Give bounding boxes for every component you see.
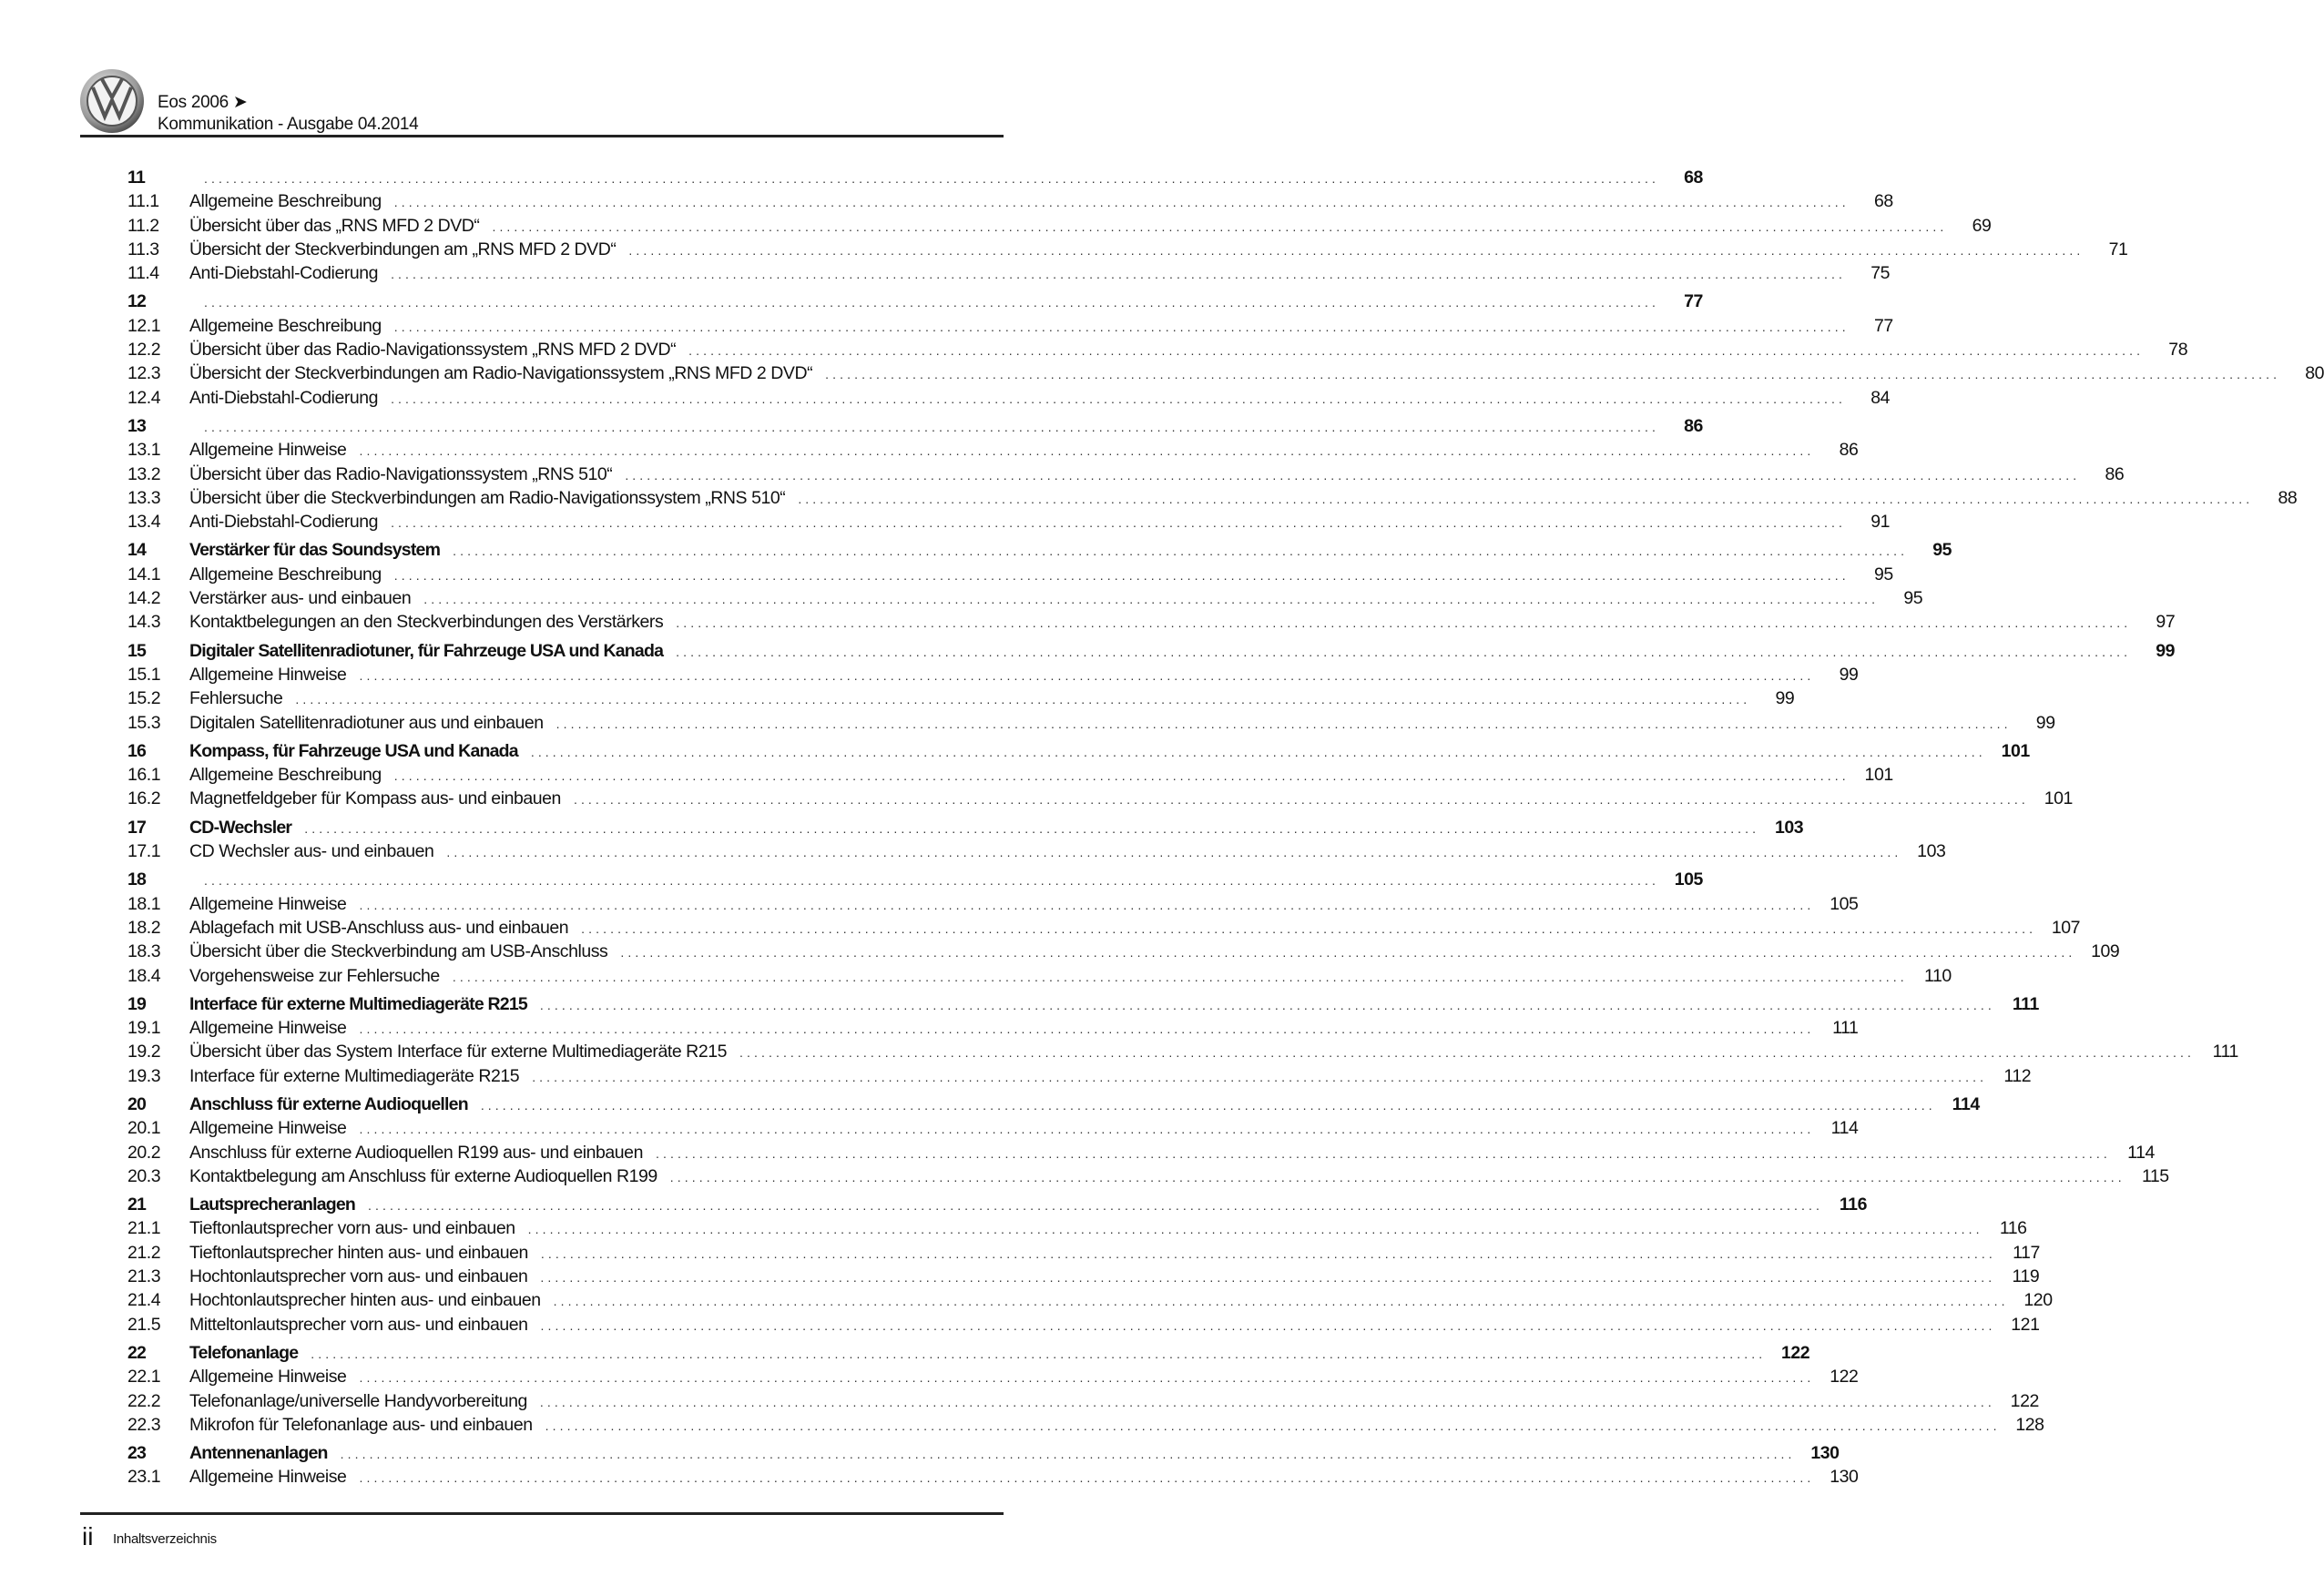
toc-chapter-row[interactable] [127,166,1703,189]
toc-page: 95 [1903,588,1923,609]
toc-chapter-row[interactable] [127,992,2039,1016]
toc-page: 122 [1830,1367,1859,1388]
leader-dots: ........................................................................................................................................................................................................ [539,1394,1995,1409]
toc-page: 88 [2278,487,2298,508]
leader-dots: ........................................................................................................................................................................................................ [446,845,1902,860]
leader-dots: ........................................................................................................................................................................................................ [676,615,2132,631]
toc-number: 13 [127,415,147,436]
toc-page: 68 [1873,191,1893,212]
toc-page: 107 [2051,917,2081,938]
toc-page: 115 [2141,1165,2169,1186]
toc-title: Antennenanlagen [189,1443,328,1464]
toc-entry-row[interactable] [127,787,2073,810]
leader-dots: ........................................................................................................................................................................................................ [453,544,1909,559]
leader-dots: ........................................................................................................................................................................................................ [304,820,1760,836]
toc-entry-row[interactable] [127,1241,2040,1265]
toc-entry-row[interactable] [127,238,2128,261]
toc-page: 95 [1932,540,1952,561]
toc-title: Übersicht der Steckverbindungen am „RNS MFD 2 DVD“ [189,239,617,259]
toc-page: 80 [2305,363,2324,384]
leader-dots: ........................................................................................................................................................................................................ [825,367,2281,382]
leader-dots: ........................................................................................................................................................................................................ [492,219,1948,234]
toc-page: 114 [1952,1093,1980,1114]
toc-entry-row[interactable] [127,386,1890,410]
toc-page: 110 [1924,965,1952,986]
toc-entry-row[interactable] [127,916,2081,940]
leader-dots: ........................................................................................................................................................................................................ [204,295,1659,310]
toc-number: 23 [127,1443,147,1464]
vw-logo [78,67,146,135]
toc-number: 12 [127,291,147,312]
toc-entry-row[interactable] [127,1064,2032,1088]
toc-entry-row[interactable] [127,338,2188,361]
toc-title: Allgemeine Hinweise [189,440,347,461]
leader-dots: ........................................................................................................................................................................................................ [393,567,1850,583]
toc-page: 117 [2013,1242,2040,1263]
toc-number: 12.2 [127,340,161,361]
toc-title: Telefonanlage [189,1342,299,1363]
toc-page: 111 [2212,1042,2238,1062]
toc-page: 109 [2091,941,2120,962]
leader-dots: ........................................................................................................................................................................................................ [539,997,1995,1012]
toc-entry-row[interactable] [127,261,1890,285]
toc-number: 21 [127,1194,147,1215]
toc-entry-row[interactable] [127,214,1992,238]
toc-entry-row[interactable] [127,686,1795,710]
toc-number: 21.3 [127,1266,161,1287]
toc-entry-row[interactable] [127,1288,2053,1312]
leader-dots: ........................................................................................................................................................................................................ [393,319,1850,334]
footer-page-number: ii [82,1522,94,1550]
toc-number: 21.2 [127,1242,161,1263]
leader-dots: ........................................................................................................................................................................................................ [359,667,1815,683]
toc-page: 116 [1839,1194,1867,1215]
toc-number: 17.1 [127,841,161,862]
toc-title: Allgemeine Hinweise [189,664,347,685]
leader-dots: ........................................................................................................................................................................................................ [480,1097,1936,1113]
leader-dots: ........................................................................................................................................................................................................ [359,897,1815,912]
toc-entry-row[interactable] [127,586,1923,610]
toc-title: Übersicht über die Steckverbindung am USB-Anschluss [189,941,608,962]
toc-page: 122 [1781,1342,1810,1363]
toc-page: 111 [1832,1018,1859,1039]
header-model: Eos 2006 ➤ [158,93,248,112]
toc-title: CD-Wechsler [189,817,292,838]
toc-title: Tieftonlautsprecher vorn aus- und einbauen [189,1218,515,1239]
toc-number: 18 [127,869,147,890]
toc-number: 15.1 [127,664,161,685]
toc-chapter-row[interactable] [127,639,2176,663]
toc-title: Ablagefach mit USB-Anschluss aus- und einbauen [189,917,569,938]
toc-entry-row[interactable] [127,361,2324,385]
leader-dots: ........................................................................................................................................................................................................ [798,491,2254,506]
toc-entry-row[interactable] [127,486,2298,510]
toc-number: 11.2 [127,215,159,236]
toc-page: 91 [1870,512,1890,533]
toc-page: 112 [2003,1065,2032,1086]
toc-number: 11 [127,168,146,188]
toc-page: 128 [2015,1414,2044,1435]
toc-title: Allgemeine Hinweise [189,1467,347,1488]
toc-page: 77 [1873,315,1893,336]
toc-entry-row[interactable] [127,463,2125,486]
toc-entry-row[interactable] [127,1040,2238,1063]
toc-entry-row[interactable] [127,314,1893,338]
toc-page: 99 [1775,688,1795,709]
toc-entry-row[interactable] [127,940,2120,963]
toc-chapter-row[interactable] [127,816,1804,839]
toc-entry-row[interactable] [127,1141,2155,1164]
leader-dots: ........................................................................................................................................................................................................ [530,744,1986,759]
leader-dots: ........................................................................................................................................................................................................ [628,242,2084,258]
toc-page: 105 [1674,869,1703,890]
toc-number: 21.1 [127,1218,161,1239]
toc-entry-row[interactable] [127,1016,1859,1040]
toc-number: 23.1 [127,1467,161,1488]
toc-chapter-row[interactable] [127,1341,1810,1365]
toc-entry-row[interactable] [127,189,1893,213]
toc-number: 11.4 [127,263,159,284]
toc-title: Verstärker für das Soundsystem [189,540,441,561]
toc-title: Hochtonlautsprecher hinten aus- und einbauen [189,1290,541,1311]
toc-title: Übersicht über das Radio-Navigationssystem „RNS 510“ [189,463,613,484]
toc-number: 18.3 [127,941,161,962]
leader-dots: ........................................................................................................................................................................................................ [620,945,2076,961]
toc-title: Fehlersuche [189,688,283,709]
leader-dots: ........................................................................................................................................................................................................ [556,716,2012,731]
toc-title: Tieftonlautsprecher hinten aus- und einbauen [189,1242,528,1263]
toc-entry-row[interactable] [127,892,1859,916]
toc-number: 22.2 [127,1390,161,1411]
toc-number: 20.3 [127,1165,161,1186]
leader-dots: ........................................................................................................................................................................................................ [540,1245,1996,1261]
toc-number: 14.3 [127,612,161,633]
toc-number: 21.5 [127,1314,161,1335]
toc-entry-row[interactable] [127,1389,2039,1413]
toc-title: Mikrofon für Telefonanlage aus- und einbauen [189,1414,533,1435]
toc-number: 18.4 [127,965,161,986]
toc-entry-row[interactable] [127,663,1859,686]
leader-dots: ........................................................................................................................................................................................................ [581,920,2037,936]
toc-page: 86 [1684,415,1703,436]
toc-title: Anti-Diebstahl-Codierung [189,387,379,408]
toc-title: Allgemeine Beschreibung [189,191,382,212]
toc-page: 130 [1830,1467,1859,1488]
toc-title: Telefonanlage/universelle Handyvorbereitung [189,1390,527,1411]
toc-page: 97 [2156,612,2176,633]
leader-dots: ........................................................................................................................................................................................................ [655,1145,2111,1161]
toc-title: Verstärker aus- und einbauen [189,588,412,609]
leader-dots: ........................................................................................................................................................................................................ [368,1198,1823,1214]
leader-dots: ........................................................................................................................................................................................................ [452,969,1908,984]
toc-chapter-row[interactable] [127,414,1703,438]
toc-number: 13.4 [127,512,161,533]
toc-page: 69 [1972,215,1992,236]
toc-number: 16 [127,740,147,761]
toc-page: 95 [1873,564,1893,585]
leader-dots: ........................................................................................................................................................................................................ [540,1270,1996,1286]
toc-number: 20.2 [127,1142,161,1163]
toc-entry-row[interactable] [127,438,1859,462]
toc-page: 120 [2023,1290,2053,1311]
toc-page: 111 [2012,993,2039,1014]
leader-dots: ........................................................................................................................................................................................................ [532,1069,1988,1084]
toc-title: Allgemeine Hinweise [189,893,347,914]
toc-title: Übersicht über das „RNS MFD 2 DVD“ [189,215,480,236]
leader-dots: ........................................................................................................................................................................................................ [739,1045,2195,1061]
leader-dots: ........................................................................................................................................................................................................ [295,692,1751,707]
toc-number: 16.2 [127,788,161,809]
toc-title: Allgemeine Beschreibung [189,564,382,585]
toc-number: 12.1 [127,315,161,336]
toc-number: 21.4 [127,1290,161,1311]
toc-page: 121 [2011,1314,2040,1335]
toc-page: 101 [1864,765,1893,786]
leader-dots: ........................................................................................................................................................................................................ [359,1470,1815,1486]
toc-page: 103 [1774,817,1804,838]
toc-number: 17 [127,817,147,838]
toc-number: 18.1 [127,893,161,914]
leader-dots: ........................................................................................................................................................................................................ [311,1346,1767,1361]
toc-entry-row[interactable] [127,964,1952,988]
toc-title: Allgemeine Hinweise [189,1118,347,1139]
toc-page: 77 [1684,291,1703,312]
toc-number: 14 [127,540,147,561]
leader-dots: ........................................................................................................................................................................................................ [393,195,1850,210]
toc-entry-row[interactable] [127,1365,1859,1388]
leader-dots: ........................................................................................................................................................................................................ [540,1317,1996,1333]
toc-chapter-row[interactable] [127,538,1952,562]
leader-dots: ........................................................................................................................................................................................................ [359,443,1815,459]
toc-page: 116 [1999,1218,2027,1239]
toc-title: Interface für externe Multimediageräte R215 [189,993,527,1014]
toc-number: 14.2 [127,588,161,609]
toc-page: 99 [2156,640,2176,661]
toc-title: Kontaktbelegung am Anschluss für externe Audioquellen R199 [189,1165,657,1186]
toc-page: 114 [1830,1118,1859,1139]
toc-chapter-row[interactable] [127,868,1703,891]
toc-number: 22.1 [127,1367,161,1388]
toc-page: 84 [1870,387,1890,408]
toc-page: 99 [1839,664,1859,685]
footer-rule [80,1512,1004,1515]
leader-dots: ........................................................................................................................................................................................................ [545,1418,2001,1433]
toc-number: 22.3 [127,1414,161,1435]
leader-dots: ........................................................................................................................................................................................................ [527,1222,1983,1237]
leader-dots: ........................................................................................................................................................................................................ [688,343,2145,359]
toc-title: Übersicht über die Steckverbindungen am Radio-Navigationssystem „RNS 510“ [189,487,786,508]
toc-number: 19 [127,993,147,1014]
toc-chapter-row[interactable] [127,290,1703,313]
toc-entry-row[interactable] [127,1313,2040,1337]
toc-title: Magnetfeldgeber für Kompass aus- und einbauen [189,788,561,809]
toc-number: 19.3 [127,1065,161,1086]
toc-number: 12.4 [127,387,161,408]
toc-title: Übersicht über das System Interface für externe Multimediageräte R215 [189,1042,727,1062]
toc-title: Übersicht über das Radio-Navigationssystem „RNS MFD 2 DVD“ [189,340,677,361]
toc-title: Hochtonlautsprecher vorn aus- und einbauen [189,1266,528,1287]
leader-dots: ........................................................................................................................................................................................................ [340,1447,1796,1462]
toc-page: 71 [2108,239,2128,259]
toc-chapter-row[interactable] [127,1441,1840,1465]
leader-dots: ........................................................................................................................................................................................................ [553,1294,2009,1309]
toc-title: Anti-Diebstahl-Codierung [189,263,379,284]
header-rule [80,135,1004,137]
toc-title: Kompass, für Fahrzeuge USA und Kanada [189,740,518,761]
toc-title: Anschluss für externe Audioquellen [189,1093,468,1114]
leader-dots: ........................................................................................................................................................................................................ [391,391,1846,406]
footer-label: Inhaltsverzeichnis [113,1531,217,1547]
table-of-contents [127,166,2324,1489]
toc-title: Vorgehensweise zur Fehlersuche [189,965,440,986]
toc-entry-row[interactable] [127,563,1893,586]
toc-number: 16.1 [127,765,161,786]
toc-number: 15.2 [127,688,161,709]
toc-entry-row[interactable] [127,763,1893,787]
toc-number: 11.3 [127,239,159,259]
toc-title: Digitalen Satellitenradiotuner aus und einbauen [189,712,544,733]
toc-number: 22 [127,1342,147,1363]
toc-number: 14.1 [127,564,161,585]
toc-entry-row[interactable] [127,1413,2044,1437]
toc-page: 103 [1917,841,1946,862]
leader-dots: ........................................................................................................................................................................................................ [359,1122,1815,1137]
toc-number: 18.2 [127,917,161,938]
toc-number: 13.3 [127,487,161,508]
toc-entry-row[interactable] [127,1265,2040,1288]
toc-page: 122 [2010,1390,2039,1411]
toc-page: 99 [2035,712,2055,733]
toc-page: 78 [2168,340,2188,361]
toc-title: CD Wechsler aus- und einbauen [189,841,434,862]
toc-page: 119 [2012,1266,2040,1287]
toc-chapter-row[interactable] [127,1093,1980,1116]
toc-entry-row[interactable] [127,1116,1859,1140]
toc-entry-row[interactable] [127,1465,1859,1489]
toc-page: 86 [2105,463,2125,484]
leader-dots: ........................................................................................................................................................................................................ [204,171,1659,186]
leader-dots: ........................................................................................................................................................................................................ [393,768,1850,784]
toc-entry-row[interactable] [127,610,2176,634]
toc-number: 13.1 [127,440,161,461]
toc-number: 15.3 [127,712,161,733]
toc-page: 86 [1839,440,1859,461]
toc-number: 20 [127,1093,147,1114]
leader-dots: ........................................................................................................................................................................................................ [359,1022,1815,1037]
toc-entry-row[interactable] [127,839,1946,863]
toc-entry-row[interactable] [127,510,1890,534]
leader-dots: ........................................................................................................................................................................................................ [359,1370,1815,1386]
toc-number: 20.1 [127,1118,161,1139]
toc-number: 12.3 [127,363,161,384]
toc-title: Kontaktbelegungen an den Steckverbindungen des Verstärkers [189,612,664,633]
toc-page: 101 [2001,740,2030,761]
toc-chapter-row[interactable] [127,1193,1867,1216]
toc-page: 130 [1810,1443,1840,1464]
toc-title: Anti-Diebstahl-Codierung [189,512,379,533]
leader-dots: ........................................................................................................................................................................................................ [204,873,1659,889]
toc-page: 68 [1684,168,1703,188]
toc-entry-row[interactable] [127,1216,2027,1240]
toc-number: 15 [127,640,147,661]
toc-title: Anschluss für externe Audioquellen R199 aus- und einbauen [189,1142,643,1163]
toc-page: 101 [2044,788,2073,809]
toc-number: 11.1 [127,191,159,212]
leader-dots: ........................................................................................................................................................................................................ [391,515,1846,531]
toc-page: 75 [1870,263,1890,284]
toc-title: Digitaler Satellitenradiotuner, für Fahrzeuge USA und Kanada [189,640,664,661]
header-subtitle: Kommunikation - Ausgabe 04.2014 [158,115,419,134]
toc-title: Allgemeine Hinweise [189,1367,347,1388]
leader-dots: ........................................................................................................................................................................................................ [573,792,2029,808]
leader-dots: ........................................................................................................................................................................................................ [625,467,2081,483]
toc-title: Allgemeine Beschreibung [189,315,382,336]
leader-dots: ........................................................................................................................................................................................................ [204,419,1659,434]
leader-dots: ........................................................................................................................................................................................................ [676,644,2132,659]
toc-number: 19.2 [127,1042,161,1062]
leader-dots: ........................................................................................................................................................................................................ [669,1169,2125,1184]
toc-title: Allgemeine Beschreibung [189,765,382,786]
toc-title: Allgemeine Hinweise [189,1018,347,1039]
toc-title: Mitteltonlautsprecher vorn aus- und einbauen [189,1314,528,1335]
leader-dots: ........................................................................................................................................................................................................ [423,592,1880,607]
toc-chapter-row[interactable] [127,739,2030,763]
toc-title: Übersicht der Steckverbindungen am Radio-Navigationssystem „RNS MFD 2 DVD“ [189,363,813,384]
toc-number: 13.2 [127,463,161,484]
toc-entry-row[interactable] [127,1164,2169,1188]
toc-page: 114 [2127,1142,2155,1163]
toc-title: Interface für externe Multimediageräte R215 [189,1065,520,1086]
toc-page: 105 [1830,893,1859,914]
toc-title: Lautsprecheranlagen [189,1194,356,1215]
toc-number: 19.1 [127,1018,161,1039]
leader-dots: ........................................................................................................................................................................................................ [391,267,1846,282]
toc-entry-row[interactable] [127,711,2055,735]
